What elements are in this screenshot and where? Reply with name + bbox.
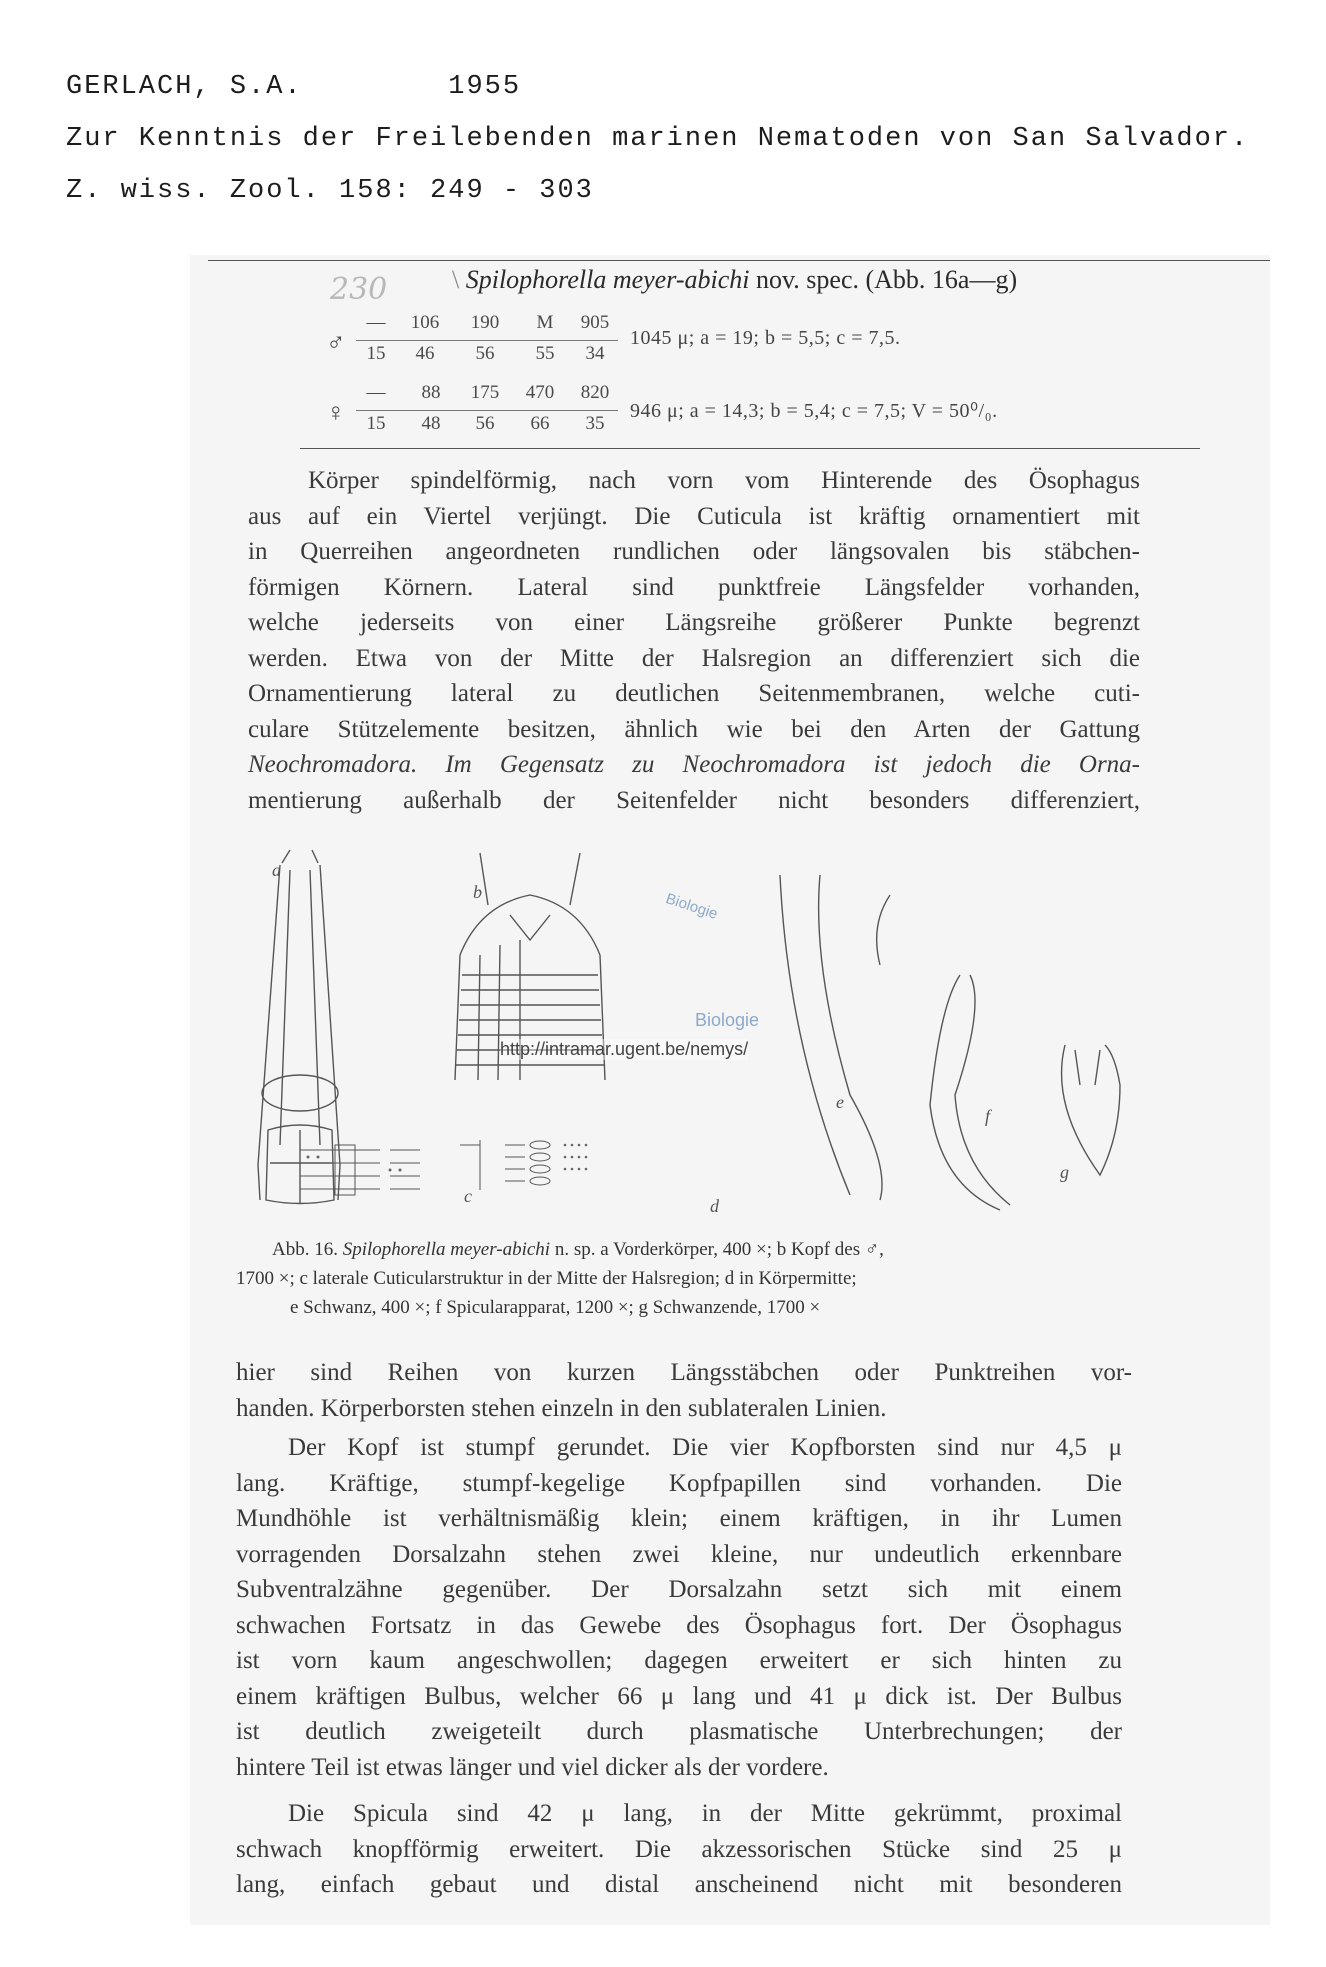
female-symbol: ♀ [326, 398, 346, 427]
watermark-url: http://intramar.ugent.be/nemys/ [500, 1039, 749, 1059]
paragraph-3 [236, 1430, 1122, 1785]
male-den-0: 15 [366, 343, 386, 364]
figure-label-c: c [464, 1186, 472, 1206]
male-num-4: 905 [580, 312, 610, 333]
text-line: ist deutlich zweigeteilt durch plasmatische Unterbrechungen; der [236, 1718, 1122, 1745]
caption-species: Spilophorella meyer-abichi [342, 1239, 551, 1260]
table-bottom-rule [300, 448, 1200, 449]
drawing-c-cuticle [300, 1145, 420, 1195]
text-line: welche jederseits von einer Längsreihe größerer Punkte begrenzt [248, 609, 1140, 636]
figure-label-a: a [272, 860, 281, 880]
text-line: in Querreihen angeordneten rundlichen oder längsovalen bis stäbchen- [248, 538, 1140, 565]
text-line: Ornamentierung lateral zu deutlichen Seitenmembranen, welche cuti- [248, 680, 1140, 707]
male-num-1: 106 [410, 312, 440, 333]
text-line: hier sind Reihen von kurzen Längsstäbchen oder Punktreihen vor- [236, 1359, 1132, 1386]
text-line: einem kräftigen Bulbus, welcher 66 μ lang und 41 μ dick ist. Der Bulbus [236, 1682, 1122, 1710]
male-den-3: 55 [535, 343, 555, 364]
drawing-e-tail [780, 875, 890, 1200]
female-num-3: 470 [525, 382, 555, 403]
text-line: lang, einfach gebaut und distal anscheinend nicht mit besonderen [236, 1871, 1122, 1898]
text-line: aus auf ein Viertel verjüngt. Die Cuticula ist kräftig ornamentiert mit [248, 502, 1140, 530]
text-line: lang. Kräftige, stumpf-kegelige Kopfpapillen sind vorhanden. Die [236, 1469, 1122, 1497]
caption-rest: n. sp. a Vorderkörper, 400 ×; b Kopf des ♂, [550, 1239, 884, 1260]
female-den-4: 35 [585, 413, 605, 434]
figure-caption-line-3: e Schwanz, 400 ×; f Spicularapparat, 1200 ×; g Schwanzende, 1700 × [290, 1297, 821, 1318]
text-line: ist vorn kaum angeschwollen; dagegen erweitert er sich hinten zu [236, 1647, 1122, 1674]
text-line: förmigen Körnern. Lateral sind punktfreie Längsfelder vorhanden, [248, 573, 1140, 601]
male-den-1: 46 [415, 343, 435, 364]
text-line: Körper spindelförmig, nach vorn vom Hinterende des Ösophagus [308, 467, 1140, 494]
check-mark: \ [452, 265, 460, 294]
species-name: Spilophorella meyer-abichi [465, 265, 750, 294]
female-den-2: 56 [475, 413, 495, 434]
text-line: schwach knopfförmig erweitert. Die akzessorischen Stücke sind 25 μ [236, 1835, 1122, 1863]
male-num-3: M [536, 312, 554, 333]
female-num-4: 820 [580, 382, 610, 403]
male-num-0: — [366, 312, 386, 333]
citation-journal: Z. wiss. Zool. 158: 249 - 303 [66, 176, 594, 206]
figure-caption-line-1 [272, 1235, 884, 1264]
female-fraction-bar [356, 410, 618, 411]
paragraph-2 [236, 1355, 1132, 1426]
watermark-biologie-bottom: Biologie [695, 1010, 760, 1030]
caption-prefix: Abb. 16. [272, 1239, 343, 1260]
watermark-biologie-top: Biologie [663, 890, 720, 923]
male-symbol: ♂ [326, 328, 346, 357]
female-num-2: 175 [470, 382, 500, 403]
male-num-2: 190 [470, 312, 500, 333]
female-den-0: 15 [366, 413, 386, 434]
female-num-1: 88 [421, 382, 441, 403]
species-entry [452, 265, 1017, 295]
female-den-1: 48 [421, 413, 441, 434]
male-fraction-bar [356, 340, 618, 341]
paragraph-4 [236, 1796, 1122, 1903]
drawing-g-tail-end [1062, 1045, 1120, 1175]
text-line: Der Kopf ist stumpf gerundet. Die vier Kopfborsten sind nur 4,5 μ [288, 1434, 1122, 1461]
text-line: Neochromadora. Im Gegensatz zu Neochromadora ist jedoch die Orna- [248, 751, 1140, 778]
text-line: werden. Etwa von der Mitte der Halsregion an differenziert sich die [248, 644, 1140, 672]
text-line: vorragenden Dorsalzahn stehen zwei kleine, nur undeutlich erkennbare [236, 1540, 1122, 1568]
figure-label-f: f [985, 1106, 991, 1126]
drawing-f-spicule [930, 975, 1010, 1210]
text-line: culare Stützelemente besitzen, ähnlich wie bei den Arten der Gattung [248, 715, 1140, 743]
text-line: Die Spicula sind 42 μ lang, in der Mitte gekrümmt, proximal [288, 1800, 1122, 1827]
citation-author-year: GERLACH, S.A. 1955 [66, 72, 522, 102]
figure-label-d: d [710, 1196, 719, 1216]
male-den-2: 56 [475, 343, 495, 364]
female-formula: 946 μ; a = 14,3; b = 5,4; c = 7,5; V = 50⁰/₀. [630, 400, 998, 422]
paragraph-1 [248, 463, 1140, 818]
male-formula: 1045 μ; a = 19; b = 5,5; c = 7,5. [630, 327, 901, 349]
figure-label-b: b [473, 882, 482, 902]
figure-label-g: g [1060, 1162, 1069, 1182]
female-den-3: 66 [530, 413, 550, 434]
text-line: schwachen Fortsatz in das Gewebe des Ösophagus fort. Der Ösophagus [236, 1611, 1122, 1639]
text-line: hintere Teil ist etwas länger und viel dicker als der vordere. [236, 1753, 829, 1781]
text-line: handen. Körperborsten stehen einzeln in den sublateralen Linien. [236, 1394, 887, 1422]
drawing-d-midbody [460, 1140, 550, 1190]
top-rule [208, 260, 1270, 261]
text-line: Subventralzähne gegenüber. Der Dorsalzahn setzt sich mit einem [236, 1576, 1122, 1603]
male-den-4: 34 [585, 343, 605, 364]
handwritten-number: 230 [330, 272, 388, 307]
text-line: mentierung außerhalb der Seitenfelder nicht besonders differenziert, [248, 786, 1140, 814]
figure-label-e: e [836, 1092, 844, 1112]
female-num-0: — [366, 382, 386, 403]
citation-title: Zur Kenntnis der Freilebenden marinen Nematoden von San Salvador. [66, 124, 1250, 154]
text-line: Mundhöhle ist verhältnismäßig klein; einem kräftigen, in ihr Lumen [236, 1505, 1122, 1532]
species-suffix: nov. spec. (Abb. 16a—g) [749, 265, 1018, 294]
figure-caption-line-2: 1700 ×; c laterale Cuticularstruktur in der Mitte der Halsregion; d in Körpermitte; [236, 1268, 857, 1289]
